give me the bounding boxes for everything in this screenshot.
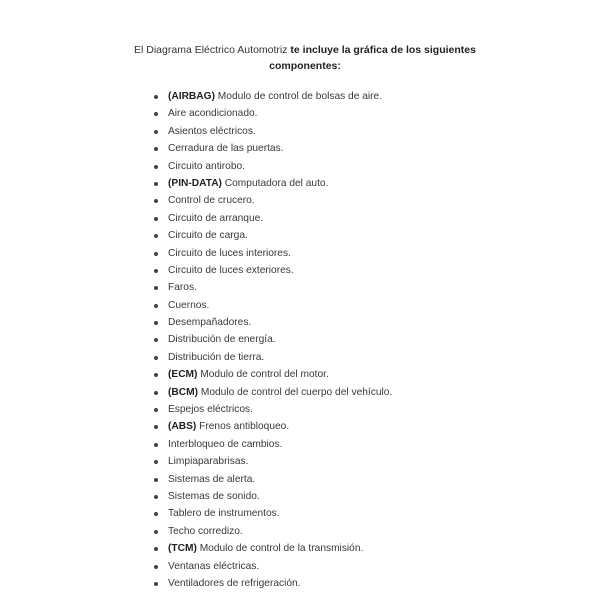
list-item <box>152 418 552 435</box>
list-item <box>152 192 552 209</box>
components-list <box>152 88 552 592</box>
intro-prefix: El Diagrama Eléctrico Automotriz <box>134 44 291 56</box>
list-item <box>152 123 552 140</box>
bullet-icon <box>154 286 158 290</box>
list-item <box>152 105 552 122</box>
list-item <box>152 262 552 279</box>
component-description: Espejos eléctricos. <box>168 404 253 416</box>
list-item <box>152 505 552 522</box>
bullet-icon <box>154 252 158 256</box>
component-description: Ventanas eléctricas. <box>168 560 260 572</box>
list-item <box>152 436 552 453</box>
bullet-icon <box>154 373 158 377</box>
component-code: (AIRBAG) <box>168 91 215 102</box>
bullet-icon <box>154 565 158 569</box>
list-item <box>152 331 552 348</box>
component-code: (PIN-DATA) <box>168 177 222 189</box>
list-item <box>152 488 552 505</box>
component-description: Interbloqueo de cambios. <box>168 438 283 450</box>
component-description: Computadora del auto. <box>221 177 329 189</box>
component-description: Circuito de carga. <box>168 230 248 242</box>
component-description: Circuito de luces interiores. <box>168 247 291 259</box>
bullet-icon <box>154 512 158 516</box>
list-item <box>152 540 552 557</box>
bullet-icon <box>154 234 158 238</box>
bullet-icon <box>154 443 158 447</box>
list-item <box>152 453 552 470</box>
bullet-icon <box>154 182 158 186</box>
list-item <box>152 158 552 175</box>
bullet-icon <box>154 112 158 116</box>
component-code: (ECM) <box>168 369 198 381</box>
component-description: Cerradura de las puertas. <box>168 143 284 155</box>
component-description: Modulo de control de bolsas de aire. <box>214 91 383 102</box>
bullet-icon <box>154 356 158 360</box>
bullet-icon <box>154 147 158 151</box>
bullet-icon <box>154 530 158 534</box>
component-description: Cuernos. <box>168 299 210 311</box>
component-description: Aire acondicionado. <box>168 108 258 120</box>
list-item <box>152 140 552 157</box>
component-description: Techo corredizo. <box>168 525 243 537</box>
list-item <box>152 401 552 418</box>
list-item <box>152 175 552 192</box>
list-item <box>152 384 552 401</box>
bullet-icon <box>154 304 158 308</box>
component-description: Circuito de luces exteriores. <box>168 264 294 276</box>
list-item <box>152 227 552 244</box>
component-code: (ABS) <box>168 421 197 433</box>
bullet-icon <box>154 425 158 429</box>
component-description: Control de crucero. <box>168 195 255 207</box>
bullet-icon <box>154 130 158 134</box>
component-description: Limpiaparabrisas. <box>168 456 249 468</box>
list-item <box>152 210 552 227</box>
component-description: Circuito de arranque. <box>168 212 264 224</box>
component-description: Frenos antibloqueo. <box>196 421 290 433</box>
bullet-icon <box>154 165 158 169</box>
bullet-icon <box>154 95 158 99</box>
list-item <box>152 366 552 383</box>
component-description: Modulo de control de la transmisión. <box>196 543 364 555</box>
component-description: Distribución de tierra. <box>168 351 265 363</box>
bullet-icon <box>154 582 158 586</box>
bullet-icon <box>154 199 158 203</box>
bullet-icon <box>154 478 158 482</box>
list-item <box>152 314 552 331</box>
list-item <box>152 349 552 366</box>
component-description: Circuito antirobo. <box>168 160 246 172</box>
bullet-icon <box>154 321 158 325</box>
component-description: Faros. <box>168 282 197 294</box>
bullet-icon <box>154 338 158 342</box>
bullet-icon <box>154 217 158 221</box>
list-item <box>152 558 552 575</box>
list-item <box>152 297 552 314</box>
component-description: Asientos eléctricos. <box>168 125 256 137</box>
component-description: Tablero de instrumentos. <box>168 508 280 520</box>
list-item <box>152 279 552 296</box>
component-description: Modulo de control del motor. <box>197 369 329 381</box>
bullet-icon <box>154 269 158 273</box>
bullet-icon <box>154 460 158 464</box>
bullet-icon <box>154 495 158 499</box>
component-description: Desempañadores. <box>168 317 252 329</box>
intro-emphasis: te incluye la gráfica de los siguientes componentes: <box>269 44 476 72</box>
component-description: Sistemas de sonido. <box>168 490 260 502</box>
component-description: Ventiladores de refrigeración. <box>168 577 301 589</box>
component-description: Sistemas de alerta. <box>168 473 256 485</box>
bullet-icon <box>154 408 158 412</box>
component-description: Modulo de control del cuerpo del vehículo. <box>198 386 393 398</box>
bullet-icon <box>154 547 158 551</box>
list-item <box>152 575 552 592</box>
list-item <box>152 245 552 262</box>
component-code: (TCM) <box>168 543 197 555</box>
list-item <box>152 471 552 488</box>
list-item <box>152 88 552 105</box>
component-code: (BCM) <box>168 386 198 398</box>
component-description: Distribución de energía. <box>168 334 276 346</box>
intro-paragraph <box>120 42 490 74</box>
bullet-icon <box>154 391 158 395</box>
list-item <box>152 523 552 540</box>
